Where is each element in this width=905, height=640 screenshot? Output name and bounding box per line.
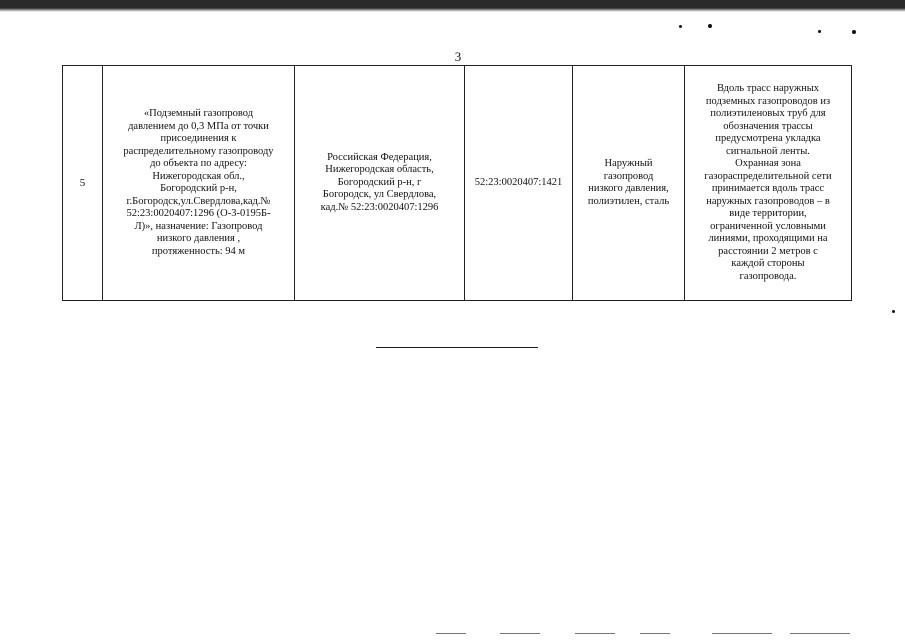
scan-speck (679, 25, 682, 28)
location-cell: Российская Федерация, Нижегородская область, Богородский р-н, г Богородск, ул Свердлова, кад.№ 52:23:0020407:1296 (295, 66, 465, 301)
object-type-cell: Наружный газопровод низкого давления, полиэтилен, сталь (573, 66, 685, 301)
protection-zone-cell: Вдоль трасс наружных подземных газопроводов из полиэтиленовых труб для обозначения трассы предусмотрена укладка сигнальной ленты. Охранная зона газораспределительной сети принимается вдоль трасс наружных газопроводов – в виде территории, ограниченной условными линиями, проходящими на расстоянии 2 метров с каждой стороны газопровода. (685, 66, 852, 301)
page-number: 3 (454, 49, 462, 64)
scan-artifact (436, 633, 466, 634)
scan-speck (708, 24, 712, 28)
scan-artifact (640, 633, 670, 634)
scan-artifact (500, 633, 540, 634)
scan-top-edge (0, 0, 905, 12)
registry-table (62, 65, 852, 301)
row-number-cell: 5 (63, 66, 103, 301)
end-of-document-line (376, 347, 538, 348)
table-row (63, 66, 852, 301)
scan-speck (852, 30, 856, 34)
scan-speck (818, 30, 821, 33)
scan-artifact (712, 633, 772, 634)
object-description-cell: «Подземный газопровод давлением до 0,3 МПа от точки присоединения к распределительному газопроводу до объекта по адресу: Нижегородская обл., Богородский р-н, г.Богородск,ул.Свердлова,кад.№ 52:23:0020407:1296 (О-3-0195Б- Л)», назначение: Газопровод низкого давления , протяженность: 94 м (103, 66, 295, 301)
scan-artifact (575, 633, 615, 634)
scan-artifact (790, 633, 850, 634)
scan-speck (892, 310, 895, 313)
cadastral-number-cell: 52:23:0020407:1421 (465, 66, 573, 301)
